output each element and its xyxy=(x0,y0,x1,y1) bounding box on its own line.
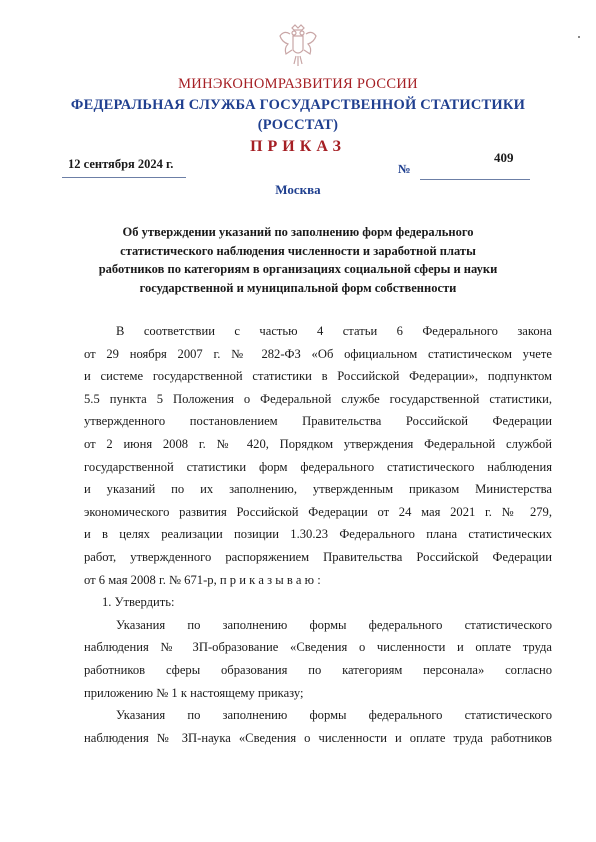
para2-line: Указания по заполнению формы федерального статистического xyxy=(116,708,552,723)
preamble-line: государственной статистики форм федерального статистического наблюдения xyxy=(84,459,552,474)
subject-line: Об утверждении указаний по заполнению форм федерального xyxy=(122,225,474,239)
subject-line: работников по категориям в организациях социальной сферы и науки xyxy=(98,262,498,276)
order-body xyxy=(84,320,552,749)
preamble-line: и указаний по их заполнению, утвержденным приказом Министерства xyxy=(84,482,552,497)
preamble-line: утвержденного постановлением Правительства Российской Федерации xyxy=(84,414,552,429)
para1-line: приложению № 1 к настоящему приказу; xyxy=(84,685,304,700)
preamble-line: экономического развития Российской Федерации от 24 мая 2021 г. № 279, xyxy=(84,504,552,519)
preamble-line: 5.5 пункта 5 Положения о Федеральной службе государственной статистики, xyxy=(84,391,552,406)
item-1: 1. Утвердить: xyxy=(102,595,175,610)
preamble-line: и в целях реализации позиции 1.30.23 Федерального плана статистических xyxy=(84,527,552,542)
order-date: 12 сентября 2024 г. xyxy=(68,157,174,171)
subject-line: статистического наблюдения численности и заработной платы xyxy=(120,243,476,258)
preamble-line: В соответствии с частью 4 статьи 6 Федерального закона xyxy=(116,324,552,338)
preamble-line: работ, утвержденного распоряжением Правительства Российской Федерации xyxy=(84,549,552,564)
preamble-line: от 6 мая 2008 г. № 671-р, п р и к а з ы в а ю : xyxy=(84,572,321,587)
scan-artifact xyxy=(578,36,580,38)
para2-line: наблюдения № ЗП-наука «Сведения о численности и оплате труда работников xyxy=(84,730,552,745)
order-number: 409 xyxy=(494,150,514,165)
preamble-line: от 29 ноября 2007 г. № 282-ФЗ «Об официальном статистическом учете xyxy=(84,346,552,361)
subject-line: государственной и муниципальной форм собственности xyxy=(139,280,457,295)
order-subject xyxy=(0,223,596,297)
number-sign: № xyxy=(398,162,411,176)
order-title: ПРИКАЗ xyxy=(250,138,346,155)
city: Москва xyxy=(275,182,321,197)
para1-line: работников сферы образования по категориям персонала» согласно xyxy=(84,662,552,677)
para1-line: наблюдения № ЗП-образование «Сведения о численности и оплате труда xyxy=(84,640,552,655)
para1-line: Указания по заполнению формы федерального статистического xyxy=(116,617,552,632)
ministry-name: МИНЭКОНОМРАЗВИТИЯ РОССИИ xyxy=(178,76,418,92)
russian-coat-of-arms-icon xyxy=(276,22,320,68)
date-underline xyxy=(62,177,186,178)
preamble-line: и системе государственной статистики в Российской Федерации», подпунктом xyxy=(84,369,552,384)
number-underline xyxy=(420,179,530,180)
service-name: ФЕДЕРАЛЬНАЯ СЛУЖБА ГОСУДАРСТВЕННОЙ СТАТИСТИКИ xyxy=(70,97,526,113)
preamble-line: от 2 июня 2008 г. № 420, Порядком утверждения Федеральной службой xyxy=(84,436,552,451)
service-abbreviation: (РОССТАТ) xyxy=(257,117,339,133)
